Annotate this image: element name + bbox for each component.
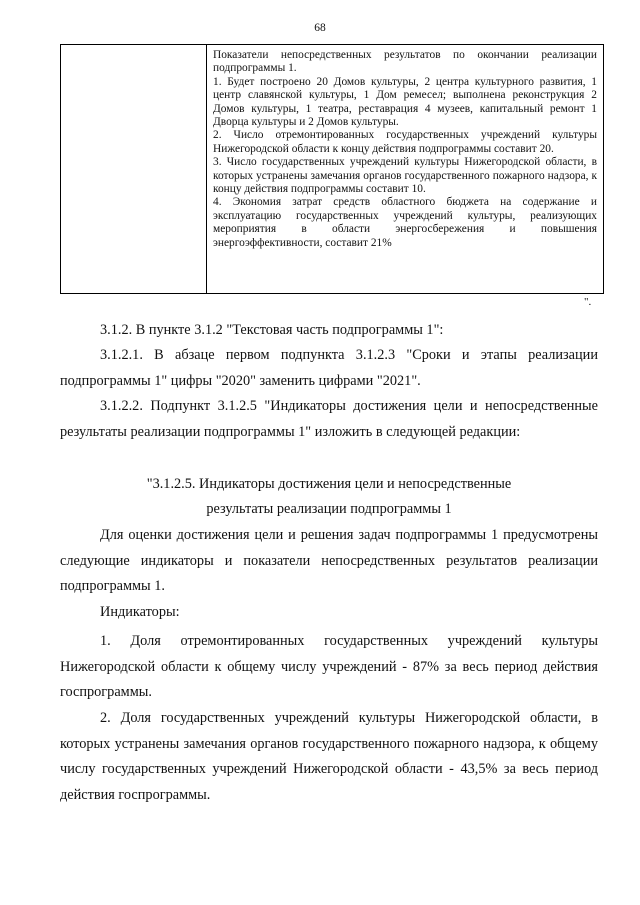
section-heading-line-1: "3.1.2.5. Индикаторы достижения цели и непосредственные xyxy=(146,476,512,492)
paragraph-3-1-2: 3.1.2. В пункте 3.1.2 "Текстовая часть подпрограммы 1": xyxy=(100,322,444,338)
paragraph-assessment: Для оценки достижения цели и решения задач подпрограммы 1 предусмотрены следующие индикаторы и показатели непосредственных результатов реализации подпрограммы 1. xyxy=(60,527,598,594)
table-cell-item-3: 3. Число государственных учреждений культуры Нижегородской области, в которых устранены замечания органов государственного пожарного надзора, к концу действия подпрограммы составит 10. xyxy=(213,156,597,196)
table-cell-results xyxy=(213,49,597,250)
table-cell-item-2: 2. Число отремонтированных государственных учреждений культуры Нижегородской области к концу действия подпрограммы составит 20. xyxy=(213,129,597,155)
table-cell-item-4: 4. Экономия затрат средств областного бюджета на содержание и эксплуатацию государственных учреждений культуры, реализующих мероприятия в области энергосбережения и повышения энергоэффективности, составит 21% xyxy=(213,196,597,249)
table-cell-heading: Показатели непосредственных результатов по окончании реализации подпрограммы 1. xyxy=(213,49,597,75)
indicators-table xyxy=(60,44,604,294)
paragraph-indicator-2: 2. Доля государственных учреждений культуры Нижегородской области, в которых устранены замечания органов государственного пожарного надзора, к общему числу государственных учреждений Нижегородской области - 43,5% за весь период действия госпрограммы. xyxy=(60,710,598,803)
page-number: 68 xyxy=(314,22,326,34)
paragraph-indicators-label: Индикаторы: xyxy=(100,604,180,620)
paragraph-3-1-2-1: 3.1.2.1. В абзаце первом подпункта 3.1.2.3 "Сроки и этапы реализации подпрограммы 1" цифры "2020" заменить цифрами "2021". xyxy=(60,347,598,389)
table-cell-item-1: 1. Будет построено 20 Домов культуры, 2 центра культурного развития, 1 центр славянской культуры, 1 Дом ремесел; выполнена реконструкция 2 Домов культуры, 1 театра, реставрация 4 музеев, капитальный ремонт 1 Дворца культуры и 2 Домов культуры. xyxy=(213,75,597,129)
table-column-divider xyxy=(206,45,207,293)
paragraph-3-1-2-2: 3.1.2.2. Подпункт 3.1.2.5 "Индикаторы достижения цели и непосредственные результаты реализации подпрограммы 1" изложить в следующей редакции: xyxy=(60,398,598,440)
section-heading-line-2: результаты реализации подпрограммы 1 xyxy=(206,501,452,517)
closing-quote-mark: ". xyxy=(584,296,592,308)
paragraph-indicator-1: 1. Доля отремонтированных государственных учреждений культуры Нижегородской области к общему числу учреждений - 87% за весь период действия госпрограммы. xyxy=(60,633,598,700)
